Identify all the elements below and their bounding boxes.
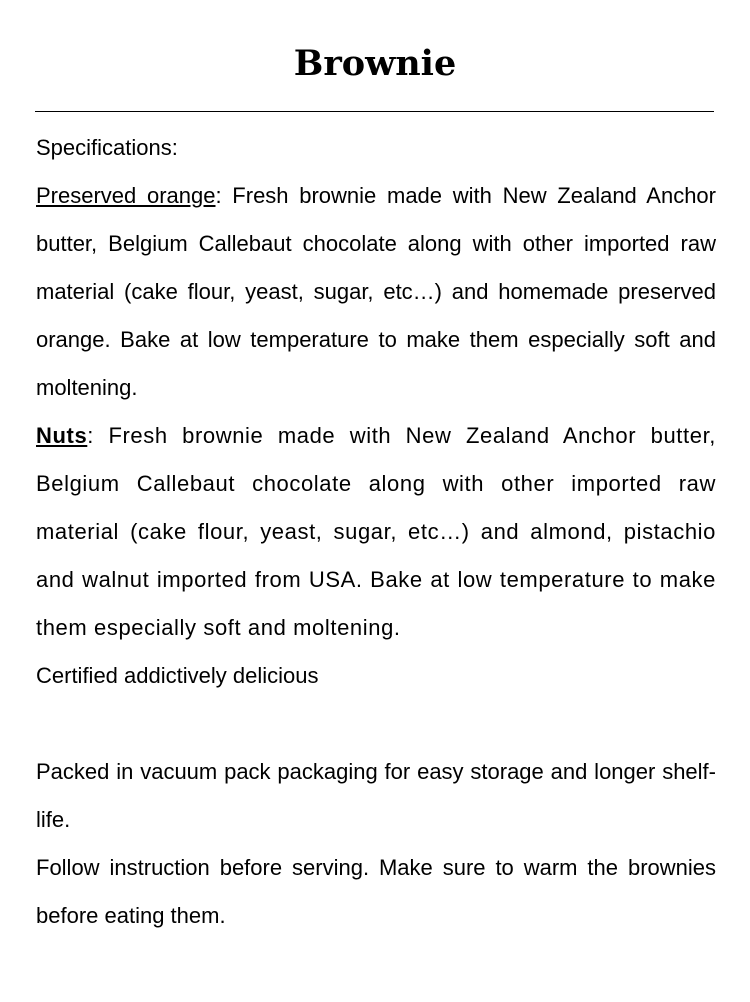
product-description-text: : Fresh brownie made with New Zealand Anchor butter, Belgium Callebaut chocolate along with other imported raw material (cake flour, yeast, sugar, etc…) and almond, pistachio and walnut imported from USA. Bake at low temperature to make them especially soft and moltening. (36, 423, 716, 640)
title-divider (35, 111, 714, 112)
specifications-heading: Specifications: (36, 135, 178, 160)
product-description (36, 124, 716, 940)
page-title: Brownie (293, 43, 457, 84)
blank-line (36, 700, 716, 748)
certification-line: Certified addictively delicious (36, 663, 319, 688)
product-description-text: : Fresh brownie made with New Zealand Anchor butter, Belgium Callebaut chocolate along with other imported raw material (cake flour, yeast, sugar, etc…) and homemade preserved orange. Bake at low temperature to make them especially soft and moltening. (36, 183, 716, 400)
product-name: Preserved orange (36, 183, 216, 208)
product-preserved-orange (36, 172, 716, 412)
packaging-note: Packed in vacuum pack packaging for easy storage and longer shelf-life. (36, 759, 716, 832)
serving-note: Follow instruction before serving. Make sure to warm the brownies before eating them. (36, 855, 716, 928)
product-nuts (36, 412, 716, 652)
product-name: Nuts (36, 423, 88, 448)
